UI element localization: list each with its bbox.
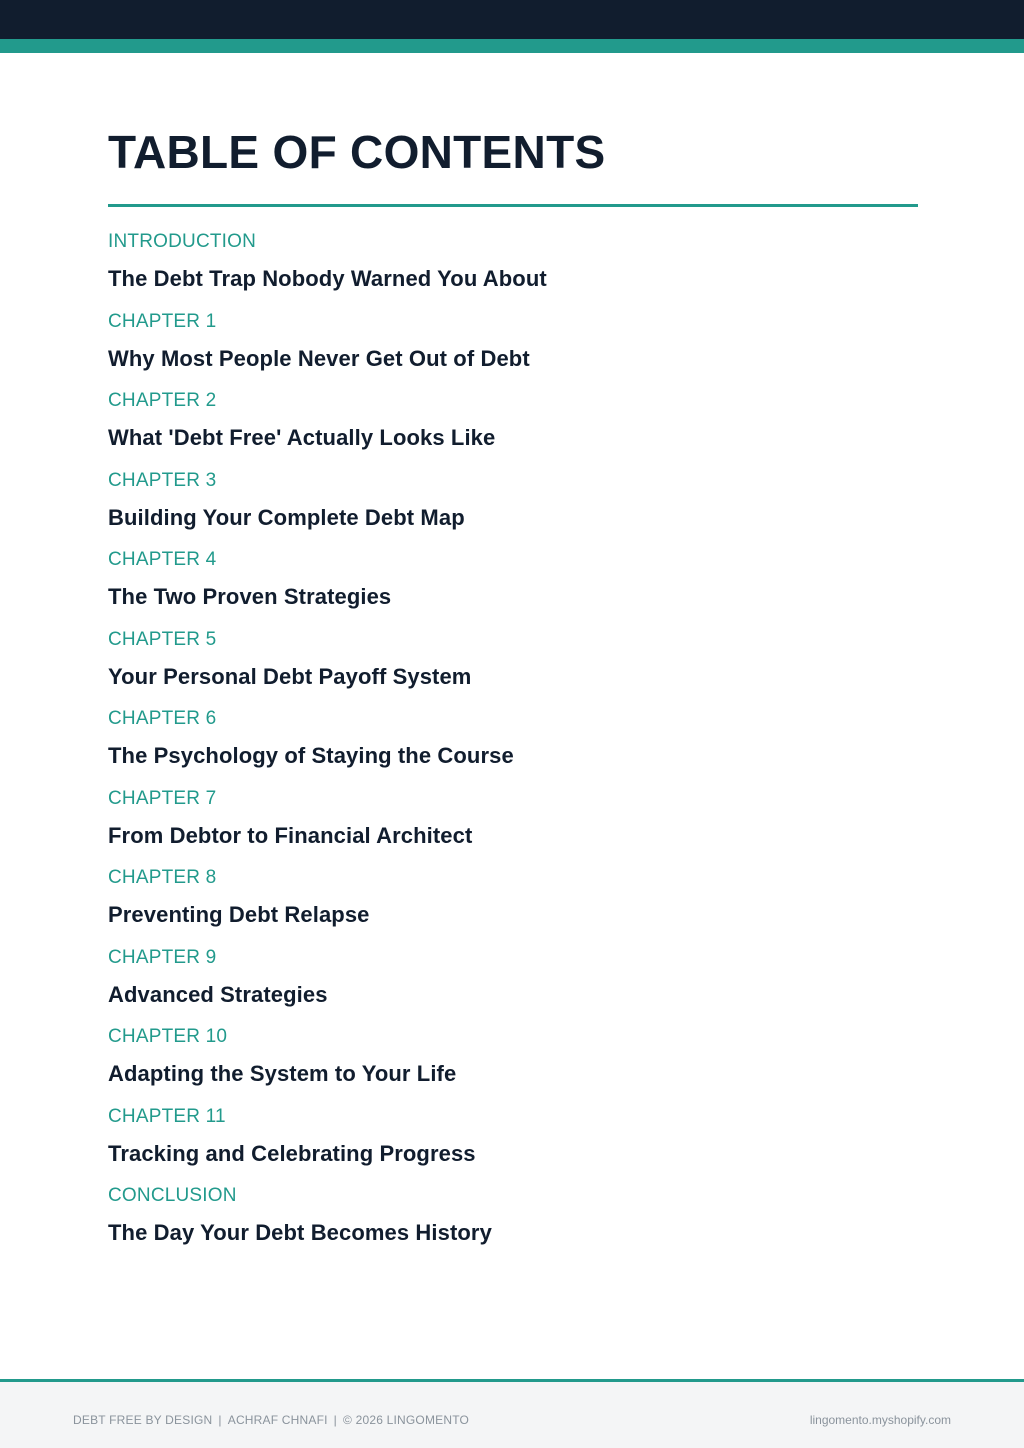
toc-entry-title: What 'Debt Free' Actually Looks Like — [108, 425, 496, 450]
toc-entry-chapter-9 — [108, 945, 928, 1025]
footer-separator: | — [333, 1413, 337, 1427]
footer-copyright: © 2026 LINGOMENTO — [343, 1413, 470, 1427]
toc-entry-label: CHAPTER 8 — [108, 867, 217, 888]
toc-entry-label: CHAPTER 4 — [108, 549, 217, 570]
page-footer — [0, 1379, 1024, 1448]
toc-entry-chapter-5 — [108, 627, 928, 707]
footer-author: ACHRAF CHNAFI — [227, 1413, 328, 1427]
page-title: TABLE OF CONTENTS — [108, 126, 606, 178]
toc-entry-title: The Two Proven Strategies — [108, 584, 392, 609]
header-band — [0, 0, 1024, 39]
toc-entry-chapter-2 — [108, 388, 928, 468]
footer-book-title: DEBT FREE BY DESIGN — [73, 1413, 213, 1427]
toc-entry-chapter-6 — [108, 706, 928, 786]
toc-entry-label: CHAPTER 10 — [108, 1026, 228, 1047]
toc-entry-chapter-7 — [108, 786, 928, 866]
toc-entry-title: Advanced Strategies — [108, 981, 328, 1007]
title-divider — [108, 204, 918, 207]
toc-entry-title: The Day Your Debt Becomes History — [108, 1220, 492, 1245]
footer-separator: | — [218, 1413, 222, 1427]
toc-entry-label: CHAPTER 1 — [108, 310, 217, 332]
toc-entry-title: The Debt Trap Nobody Warned You About — [108, 266, 547, 291]
toc-entry-title: Building Your Complete Debt Map — [108, 504, 465, 530]
toc-entry-introduction — [108, 229, 928, 309]
toc-entry-label: CHAPTER 7 — [108, 787, 217, 809]
toc-entry-label: CONCLUSION — [108, 1185, 237, 1206]
toc-entry-title: The Psychology of Staying the Course — [108, 743, 514, 768]
toc-entry-title: Why Most People Never Get Out of Debt — [108, 345, 530, 371]
toc-entry-label: INTRODUCTION — [108, 231, 257, 252]
toc-entry-label: CHAPTER 9 — [108, 946, 217, 968]
header-accent-stripe — [0, 39, 1024, 53]
toc-entry-title: Tracking and Celebrating Progress — [108, 1140, 476, 1166]
toc-entry-chapter-1 — [108, 309, 928, 389]
toc-entry-title: Adapting the System to Your Life — [108, 1061, 457, 1086]
toc-entry-label: CHAPTER 11 — [108, 1105, 226, 1127]
toc-entry-chapter-4 — [108, 547, 928, 627]
footer-credits — [73, 1413, 469, 1427]
toc-entry-label: CHAPTER 2 — [108, 390, 217, 411]
toc-entry-label: CHAPTER 3 — [108, 469, 217, 491]
toc-entry-label: CHAPTER 5 — [108, 628, 217, 650]
toc-entry-title: Preventing Debt Relapse — [108, 902, 370, 927]
toc-entry-title: From Debtor to Financial Architect — [108, 822, 473, 848]
footer-website: lingomento.myshopify.com — [809, 1413, 951, 1427]
toc-entry-label: CHAPTER 6 — [108, 708, 217, 729]
toc-entry-conclusion — [108, 1183, 928, 1263]
toc-entry-title: Your Personal Debt Payoff System — [108, 663, 472, 689]
toc-entry-chapter-10 — [108, 1024, 928, 1104]
toc-entry-chapter-3 — [108, 468, 928, 548]
toc-entry-chapter-11 — [108, 1104, 928, 1184]
toc-list — [108, 229, 928, 1263]
toc-entry-chapter-8 — [108, 865, 928, 945]
